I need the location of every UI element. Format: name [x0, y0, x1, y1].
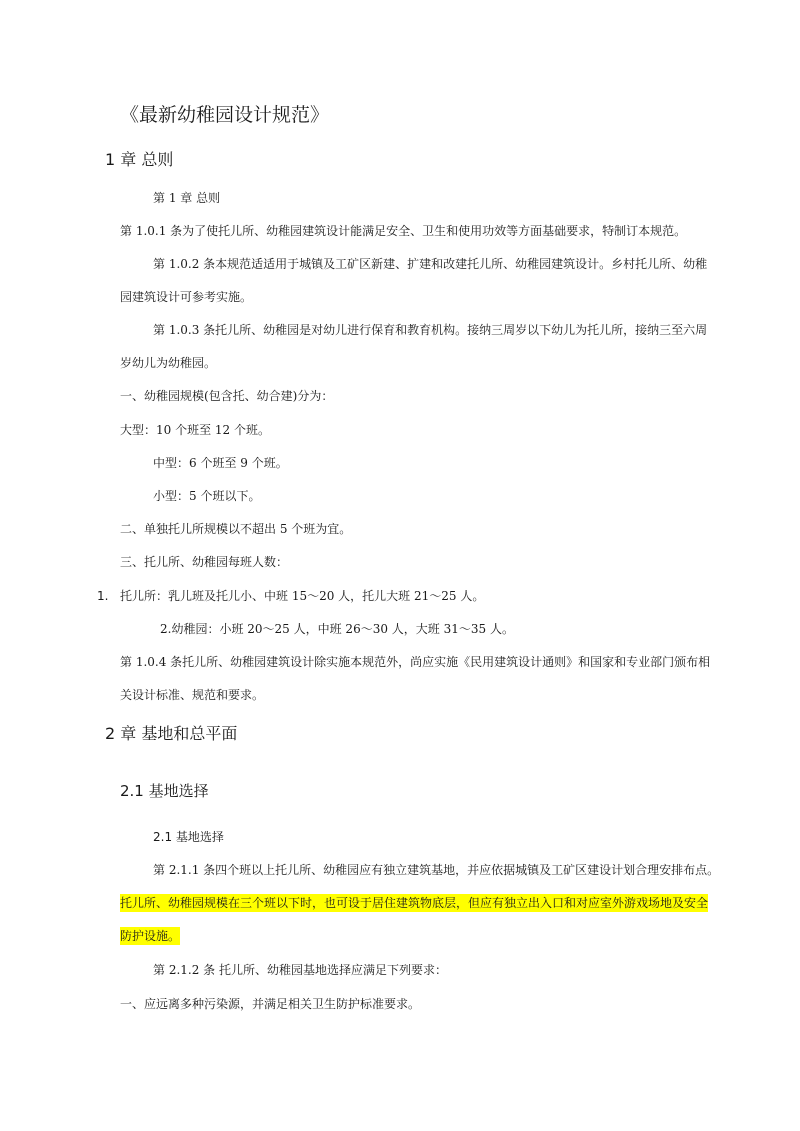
chapter-1-subheading: 第 1 章 总则 — [153, 191, 221, 205]
class-size-intro: 三、托儿所、幼稚园每班人数： — [120, 555, 289, 569]
article-1-0-1: 第 1.0.1 条为了使托儿所、幼稚园建筑设计能满足安全、卫生和使用功效等方面基础要求，特制订本规范。 — [120, 224, 687, 238]
highlight-text-1: 托儿所、幼稚园规模在三个班以下时，也可设于居住建筑物底层，但应有独立出入口和对应室外游戏场地及安全 — [120, 896, 709, 910]
list-item-1: 托儿所：乳儿班及托儿小、中班 15～20 人，托儿大班 21～25 人。 — [120, 589, 485, 603]
article-1-0-4-line-2: 关设计标准、规范和要求。 — [120, 688, 265, 702]
highlighted-line-1 — [120, 897, 708, 909]
article-2-1-2: 第 2.1.2 条 托儿所、幼稚园基地选择应满足下列要求： — [153, 963, 447, 977]
list-number-1: 1. — [97, 589, 109, 603]
list-item-2: 2.幼稚园：小班 20～25 人，中班 26～30 人，大班 31～35 人。 — [160, 622, 514, 636]
article-1-0-2-line-1: 第 1.0.2 条本规范适适用于城镇及工矿区新建、扩建和改建托儿所、幼稚园建筑设计。乡村托儿所、幼稚 — [153, 257, 708, 271]
section-2-1-heading: 2.1 基地选择 — [120, 782, 209, 800]
article-1-0-2-line-2: 园建筑设计可参考实施。 — [120, 290, 253, 304]
requirement-1: 一、应远离多种污染源，并满足相关卫生防护标准要求。 — [120, 997, 421, 1011]
article-1-0-3-line-2: 岁幼儿为幼稚园。 — [120, 356, 217, 370]
scale-large: 大型：10 个班至 12 个班。 — [120, 423, 270, 437]
scale-intro: 一、幼稚园规模(包含托、幼合建)分为： — [120, 389, 334, 403]
article-1-0-4-line-1: 第 1.0.4 条托儿所、幼稚园建筑设计除实施本规范外，尚应实施《民用建筑设计通则》和国家和专业部门颁布相 — [120, 655, 711, 669]
nursery-limit: 二、单独托儿所规模以不超出 5 个班为宜。 — [120, 522, 352, 536]
section-2-1-subheading: 2.1 基地选择 — [153, 830, 224, 844]
article-1-0-3-line-1: 第 1.0.3 条托儿所、幼稚园是对幼儿进行保育和教育机构。接纳三周岁以下幼儿为托儿所，接纳三至六周 — [153, 323, 708, 337]
chapter-2-heading: 2 章 基地和总平面 — [105, 724, 238, 743]
highlighted-line-2 — [120, 930, 180, 942]
article-2-1-1: 第 2.1.1 条四个班以上托儿所、幼稚园应有独立建筑基地，并应依据城镇及工矿区建设计划合理安排布点。 — [153, 863, 720, 877]
chapter-1-heading: 1 章 总则 — [105, 150, 174, 169]
scale-small: 小型：5 个班以下。 — [153, 489, 261, 503]
highlight-text-2: 防护设施。 — [120, 929, 181, 943]
document-title: 《最新幼稚园设计规范》 — [120, 104, 330, 126]
scale-medium: 中型：6 个班至 9 个班。 — [153, 456, 288, 470]
